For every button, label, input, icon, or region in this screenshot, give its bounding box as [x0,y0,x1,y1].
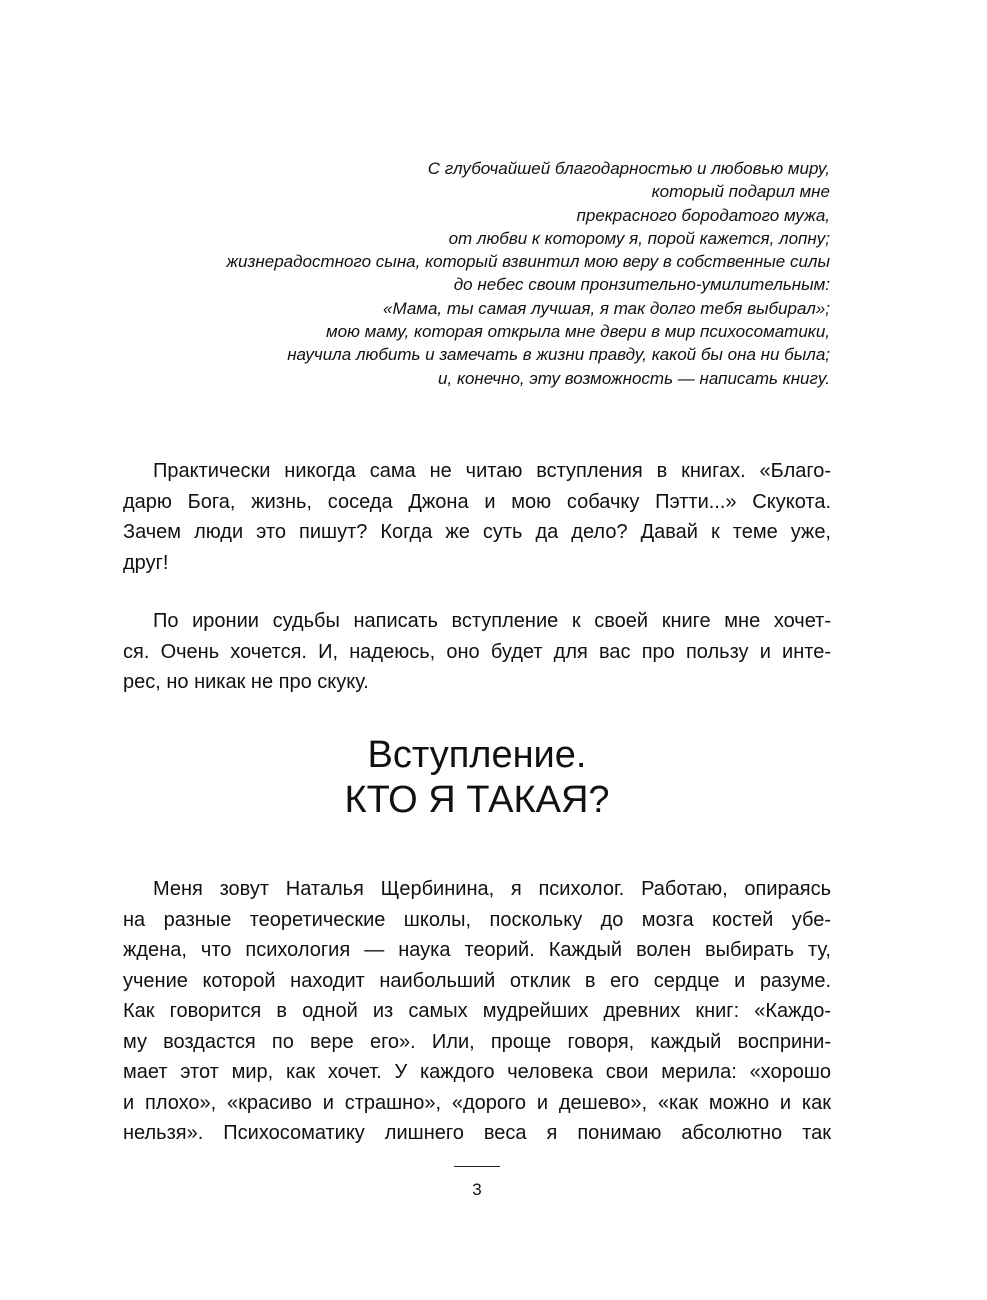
paragraph-line: учение которой находит наибольший отклик в его сердце и разуме. [123,969,831,992]
epigraph-line: и, конечно, эту возможность — написать книгу. [438,368,830,388]
irony-paragraph [123,606,831,698]
epigraph-line: прекрасного бородатого мужа, [576,205,830,225]
paragraph-line: По иронии судьбы написать вступление к своей книге мне хочет- [153,610,831,632]
epigraph-line: С глубочайшей благодарностью и любовью миру, [427,159,830,178]
paragraph-line: ся. Очень хочется. И, надеюсь, оно будет для вас про пользу и инте- [123,640,831,663]
epigraph-line: мою маму, которая открыла мне двери в мир психосоматики, [326,322,830,342]
paragraph-line: мает этот мир, как хочет. У каждого человека свои мерила: «хорошо [123,1061,831,1083]
page-number: 3 [472,1180,482,1199]
paragraph-line: друг! [123,551,169,574]
epigraph-line: который подарил мне [651,182,830,202]
paragraph-line: Зачем люди это пишут? Когда же суть да дело? Давай к теме уже, [123,521,831,543]
author-paragraph [123,874,831,1149]
paragraph-line: на разные теоретические школы, поскольку до мозга костей убе- [123,908,831,931]
paragraph-line: и плохо», «красиво и страшно», «дорого и дешево», «как можно и как [123,1091,831,1114]
chapter-heading [123,733,831,823]
epigraph [130,157,830,390]
chapter-heading-line-1: Вступление. [367,734,587,776]
intro-paragraph [123,456,831,578]
paragraph-line: Как говорится в одной из самых мудрейших древних книг: «Каждо- [123,1000,831,1022]
paragraph-line: дарю Бога, жизнь, соседа Джона и мою собачку Пэтти...» Скукота. [123,490,831,513]
paragraph-line: рес, но никак не про скуку. [123,671,369,693]
chapter-heading-line-2: КТО Я ТАКАЯ? [344,779,610,821]
paragraph-line: ждена, что психология — наука теорий. Каждый волен выбирать ту, [123,939,831,961]
paragraph-line: Меня зовут Наталья Щербинина, я психолог. Работаю, опираясь [153,878,831,900]
epigraph-line: научила любить и замечать в жизни правду, какой бы она ни была; [287,345,830,365]
epigraph-line: от любви к которому я, порой кажется, лопну; [448,228,830,248]
paragraph-line: Практически никогда сама не читаю вступления в книгах. «Благо- [153,460,831,482]
epigraph-line: «Мама, ты самая лучшая, я так долго тебя выбирал»; [383,298,830,318]
paragraph-line: му воздастся по вере его». Или, проще говоря, каждый восприни- [123,1030,831,1053]
epigraph-line: до небес своим пронзительно-умилительным: [453,275,830,295]
footer-rule [454,1166,500,1167]
epigraph-line: жизнерадостного сына, который взвинтил мою веру в собственные силы [226,252,830,272]
paragraph-line: нельзя». Психосоматику лишнего веса я понимаю абсолютно так [123,1122,831,1144]
